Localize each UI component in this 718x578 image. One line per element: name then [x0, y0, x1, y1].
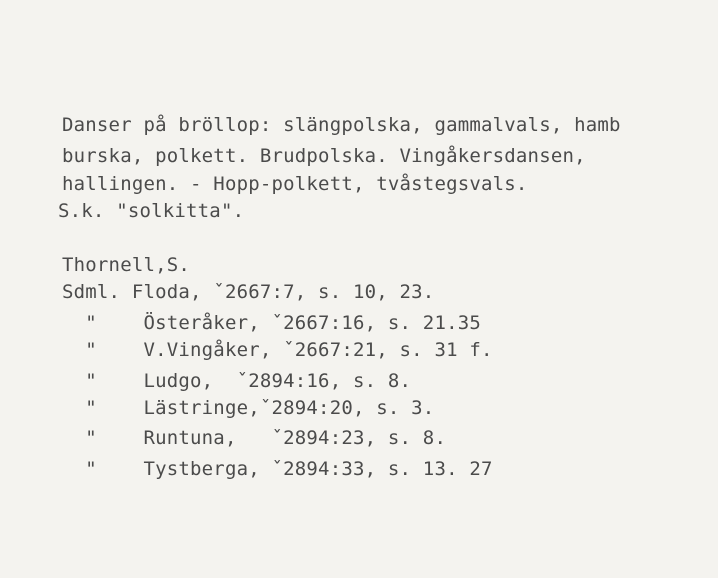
source-line-osteraker: " Österåker, ˇ2667:16, s. 21.35: [62, 312, 482, 334]
source-line-floda: Sdml. Floda, ˇ2667:7, s. 10, 23.: [62, 281, 435, 303]
source-line-tystberga: " Tystberga, ˇ2894:33, s. 13. 27: [62, 458, 493, 480]
source-line-ludgo: " Ludgo, ˇ2894:16, s. 8.: [62, 370, 412, 392]
source-line-lastringe: " Lästringe,ˇ2894:20, s. 3.: [62, 397, 435, 419]
source-line-vingaker: " V.Vingåker, ˇ2667:21, s. 31 f.: [62, 339, 493, 361]
description-line-1: Danser på bröllop: slängpolska, gammalvals, hamb: [62, 114, 621, 136]
description-line-4: S.k. "solkitta".: [58, 200, 245, 222]
collector-name: Thornell,S.: [62, 254, 191, 276]
source-line-runtuna: " Runtuna, ˇ2894:23, s. 8.: [62, 427, 447, 449]
description-line-3: hallingen. - Hopp-polkett, tvåstegsvals.: [62, 173, 528, 195]
description-line-2: burska, polkett. Brudpolska. Vingåkersdansen,: [62, 145, 586, 167]
